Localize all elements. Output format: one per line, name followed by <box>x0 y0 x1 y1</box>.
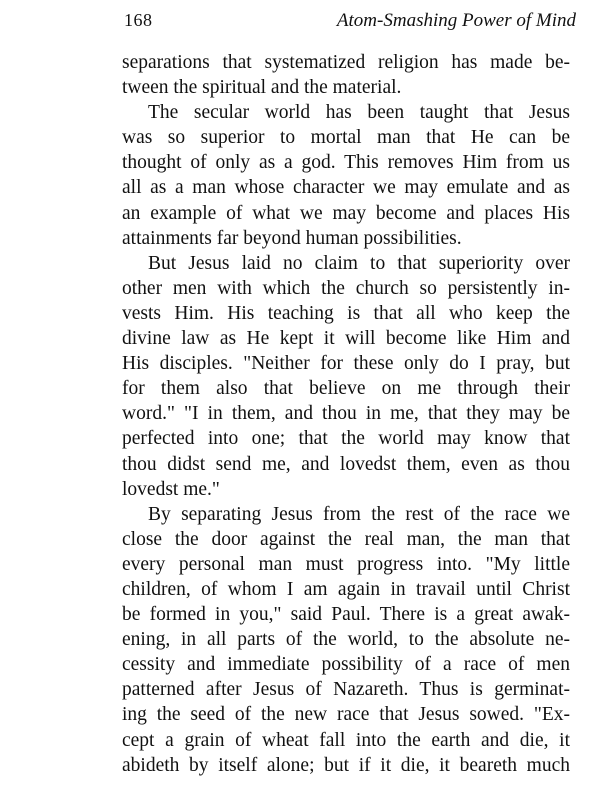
text-line: cessity and immediate possibility of a race of men <box>122 654 570 676</box>
text-line: was so superior to mortal man that He can be <box>122 127 570 149</box>
text-line: tween the spiritual and the material. <box>122 77 402 99</box>
text-line: thou didst send me, and lovedst them, even as thou <box>122 453 570 475</box>
text-line: perfected into one; that the world may know that <box>122 428 570 450</box>
text-line: cept a grain of wheat fall into the earth and die, it <box>122 729 570 751</box>
text-line: close the door against the real man, the man that <box>122 528 570 550</box>
text-line: lovedst me." <box>122 478 220 500</box>
text-line: attainments far beyond human possibilities. <box>122 227 462 249</box>
body-text <box>122 50 570 778</box>
text-line: for them also that believe on me through their <box>122 378 570 400</box>
text-line: every personal man must progress into. "My little <box>122 553 570 575</box>
text-line: word." "I in them, and thou in me, that they may be <box>122 403 570 425</box>
text-line: By separating Jesus from the rest of the race we <box>148 503 570 525</box>
text-line: patterned after Jesus of Nazareth. Thus is germinat- <box>122 679 570 701</box>
text-line: children, of whom I am again in travail until Christ <box>122 578 570 600</box>
text-line: But Jesus laid no claim to that superiority over <box>148 252 570 274</box>
text-line: thought of only as a god. This removes Him from us <box>122 152 570 174</box>
running-head-title: Atom-Smashing Power of Mind <box>336 10 576 31</box>
text-line: all as a man whose character we may emulate and as <box>122 177 570 199</box>
text-line: divine law as He kept it will become like Him and <box>122 328 570 350</box>
text-line: ening, in all parts of the world, to the absolute ne- <box>122 629 570 651</box>
text-line: be formed in you," said Paul. There is a great awak- <box>122 604 570 626</box>
text-line: ing the seed of the new race that Jesus sowed. "Ex- <box>122 704 570 726</box>
text-line: abideth by itself alone; but if it die, it beareth much <box>122 754 570 776</box>
text-line: other men with which the church so persistently in- <box>122 277 570 299</box>
text-line: an example of what we may become and places His <box>122 202 570 224</box>
text-line: separations that systematized religion has made be- <box>122 52 570 73</box>
text-line: vests Him. His teaching is that all who keep the <box>122 302 570 324</box>
text-line: The secular world has been taught that Jesus <box>148 102 570 124</box>
text-line: His disciples. "Neither for these only do I pray, but <box>122 353 570 375</box>
page-number: 168 <box>124 10 153 30</box>
